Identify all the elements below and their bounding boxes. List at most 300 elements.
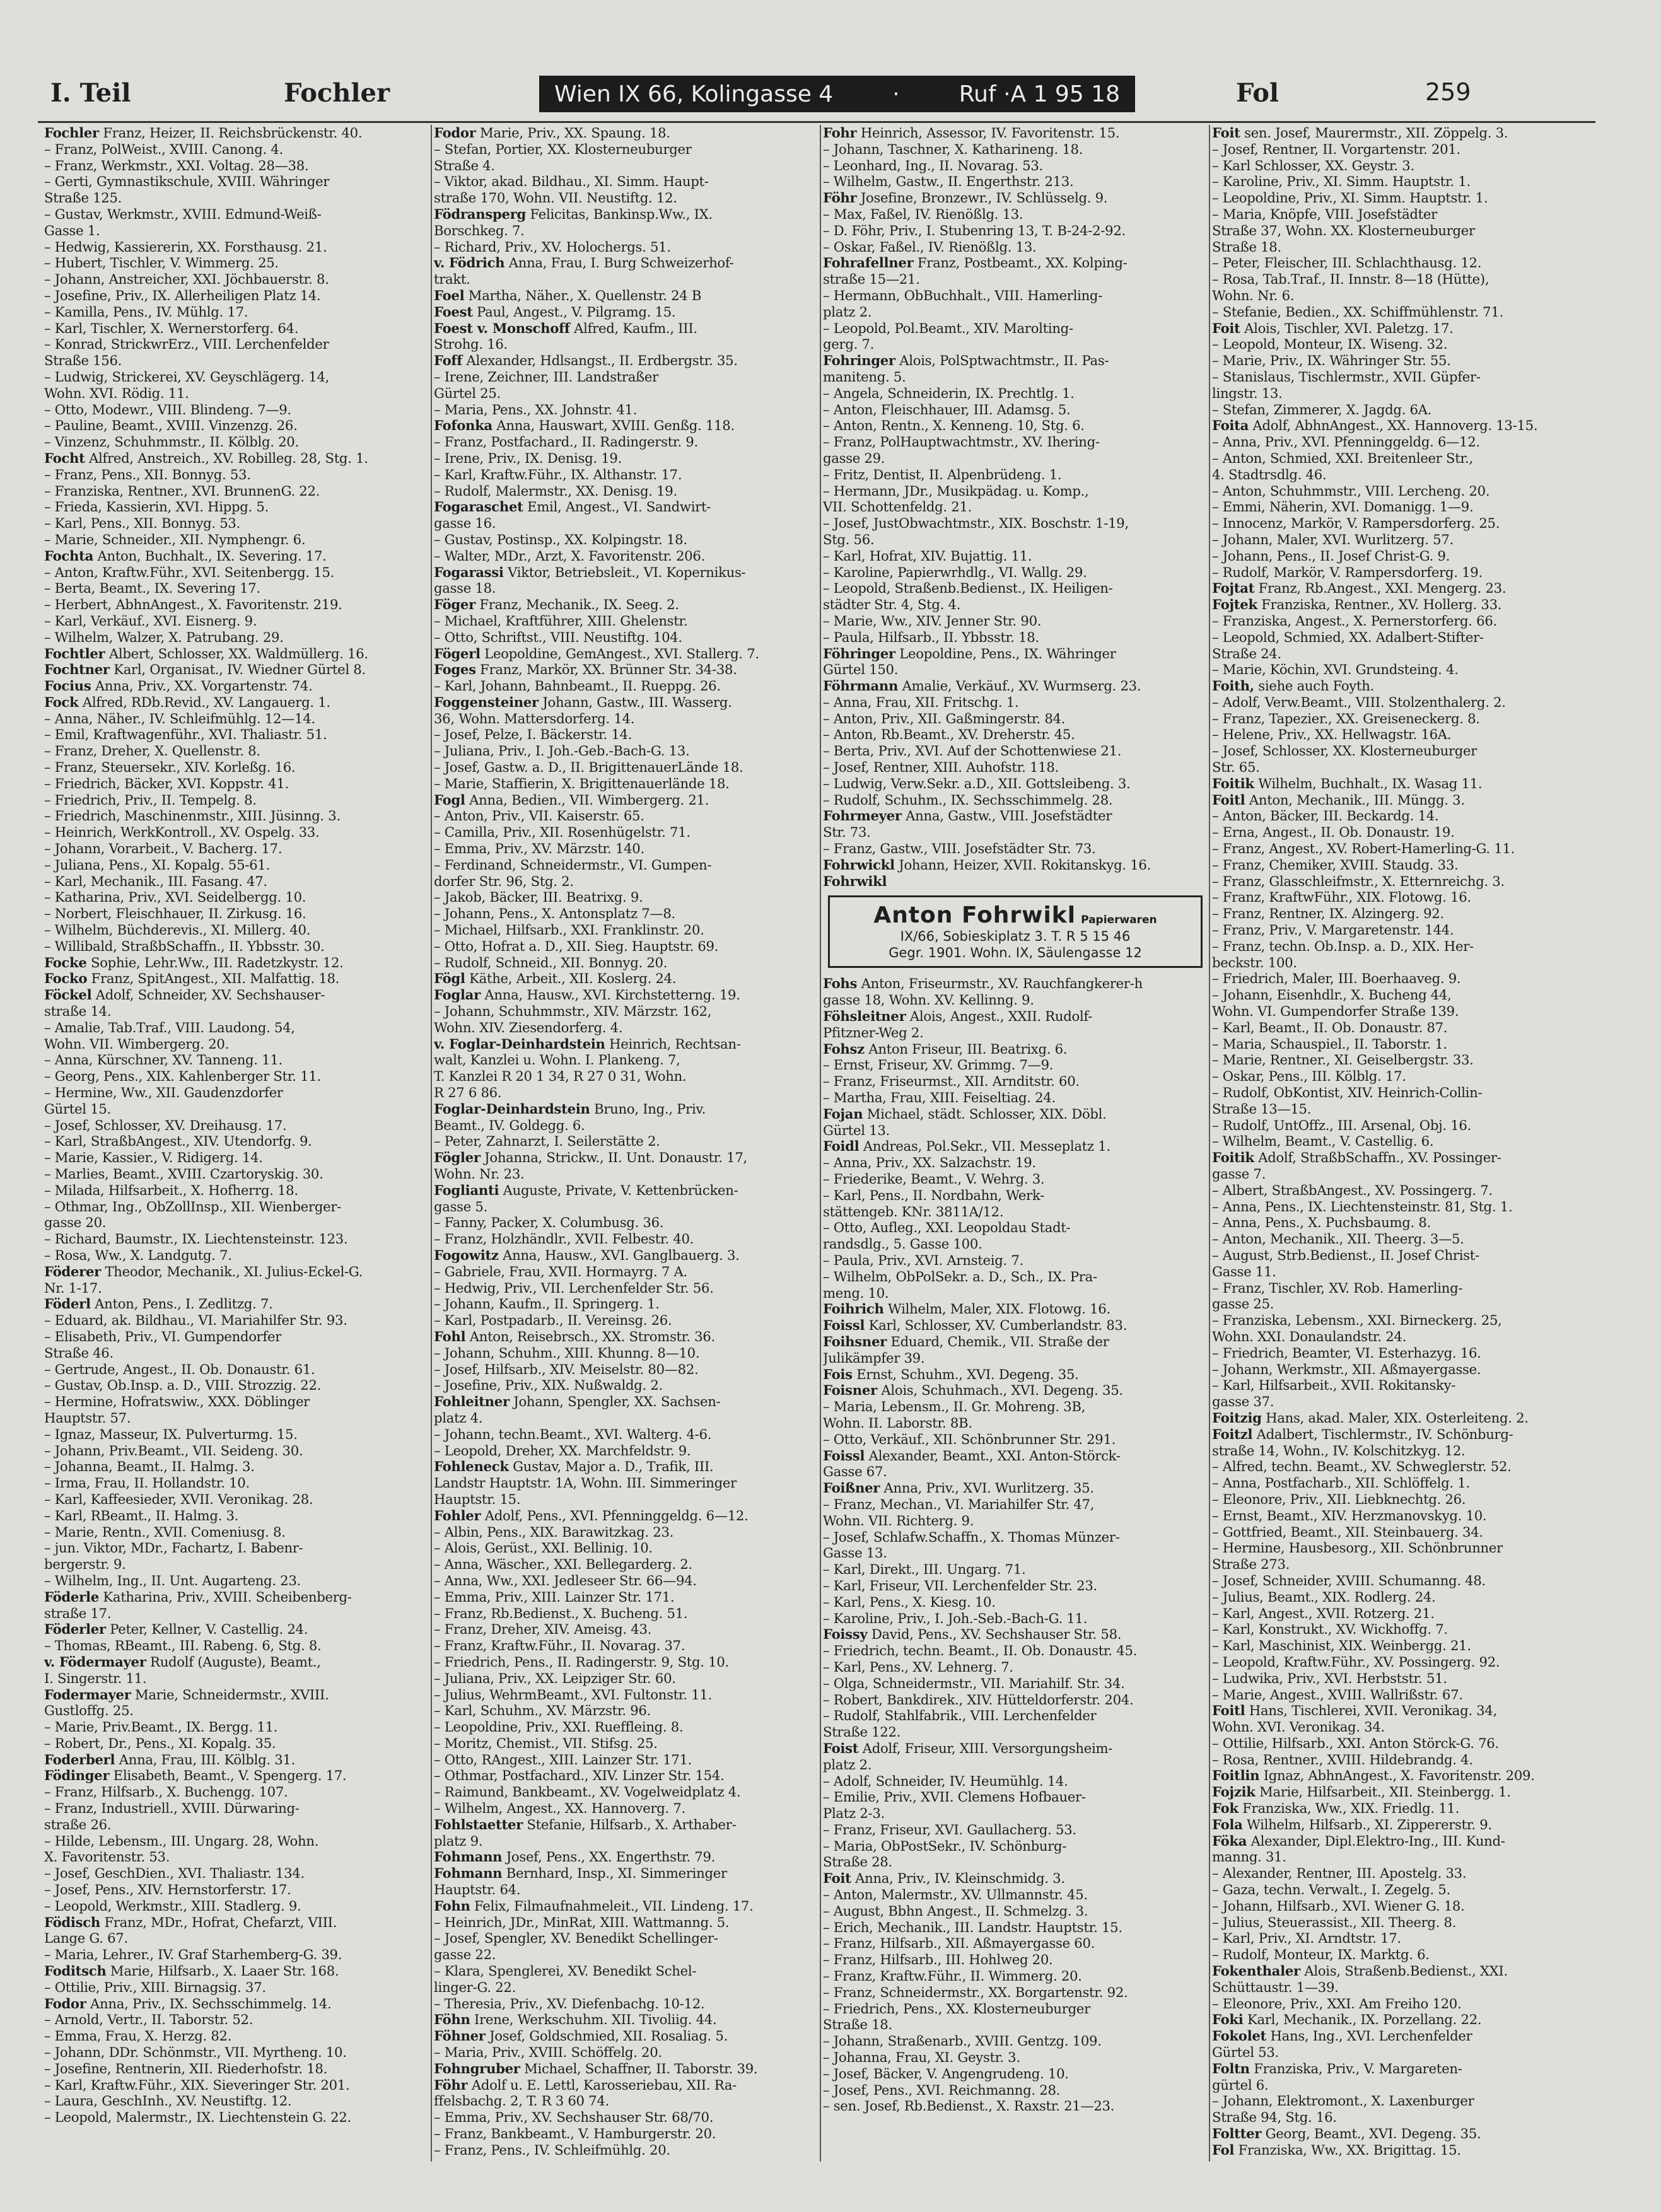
entry-text: – Innocenz, Markör, V. Rampersdorferg. 25. xyxy=(1212,515,1500,532)
directory-entry xyxy=(823,759,1208,776)
entry-surname: Foitl xyxy=(1212,791,1245,808)
entry-text: – Johann, Straßenarb., XVIII. Gentzg. 109. xyxy=(823,2033,1102,2049)
directory-entry xyxy=(44,1280,429,1296)
entry-text: – Rudolf, ObKontist, XIV. Heinrich-Collin- xyxy=(1212,1085,1483,1101)
directory-entry xyxy=(44,1458,429,1475)
directory-entry xyxy=(823,304,1208,320)
directory-entry xyxy=(44,532,429,548)
directory-entry xyxy=(823,271,1208,288)
entry-text: Stg. 56. xyxy=(823,531,875,547)
directory-entry xyxy=(44,711,429,727)
entry-text: – Josefine, Priv., IX. Allerheiligen Platz 14. xyxy=(44,287,321,303)
directory-entry xyxy=(434,1247,819,1264)
directory-entry xyxy=(823,1366,1208,1383)
directory-entry xyxy=(44,1394,429,1410)
directory-entry xyxy=(1212,678,1597,694)
directory-entry xyxy=(434,190,819,206)
directory-entry xyxy=(44,1979,429,1996)
entry-text: Adolf, Friseur, XIII. Versorgungsheim- xyxy=(858,1740,1113,1756)
entry-surname: Fohmann xyxy=(434,1849,503,1865)
entry-text: – Leonhard, Ing., II. Novarag. 53. xyxy=(823,157,1043,173)
entry-text: linger-G. 22. xyxy=(434,1979,516,1995)
directory-entry xyxy=(823,678,1208,694)
directory-entry xyxy=(44,1670,429,1687)
directory-entry xyxy=(823,1822,1208,1838)
entry-text: – Karoline, Papierwrhdlg., VI. Wallg. 29. xyxy=(823,564,1087,580)
entry-surname: Foitik xyxy=(1212,775,1254,791)
directory-entry xyxy=(434,1264,819,1280)
entry-text: – Josef, Pelze, I. Bäckerstr. 14. xyxy=(434,726,632,743)
entry-text: Albert, Schlosser, XX. Waldmüllerg. 16. xyxy=(105,645,368,661)
entry-surname: Föhn xyxy=(434,2011,470,2028)
entry-text: platz 2. xyxy=(823,303,872,320)
entry-text: – Johann, DDr. Schönmstr., VII. Myrtheng. 10. xyxy=(44,2044,347,2061)
entry-text: – Anton, Fleischhauer, III. Adamsg. 5. xyxy=(823,401,1071,417)
entry-text: – Gottfried, Beamt., XII. Steinbauerg. 34. xyxy=(1212,1523,1483,1540)
entry-text: Anna, Priv., XVI. Wurlitzerg. 35. xyxy=(880,1480,1094,1496)
entry-text: – Franz, Kraftw.Führ., II. Wimmerg. 20. xyxy=(823,1968,1082,1984)
entry-text: Adolf, Pens., XVI. Pfenninggeldg. 6—12. xyxy=(481,1507,749,1523)
entry-surname: Foditsch xyxy=(44,1963,107,1979)
directory-entry xyxy=(823,190,1208,206)
directory-entry xyxy=(44,1036,429,1052)
entry-text: – Leopold, Schmied, XX. Adalbert-Stifter- xyxy=(1212,629,1484,645)
directory-entry xyxy=(823,1269,1208,1285)
entry-text: Karl, Mechanik., IX. Porzellang. 22. xyxy=(1243,2011,1482,2028)
entry-text: – Anton, Rb.Beamt., XV. Dreherstr. 45. xyxy=(823,726,1075,743)
entry-text: stättengeb. KNr. 3811A/12. xyxy=(823,1203,1004,1220)
directory-entry xyxy=(44,1703,429,1719)
entry-text: – Angela, Schneiderin, IX. Prechtlg. 1. xyxy=(823,385,1075,401)
directory-entry xyxy=(434,271,819,288)
entry-text: – August, Strb.Bedienst., II. Josef Christ- xyxy=(1212,1247,1479,1263)
entry-text: – Johann, Pens., II. Josef Christ-G. 9. xyxy=(1212,547,1450,564)
entry-text: straße 26. xyxy=(44,1816,112,1832)
entry-text: Adolf, StraßbSchaffn., XV. Possinger- xyxy=(1254,1150,1501,1166)
directory-entry xyxy=(44,1589,429,1605)
entry-text: Theodor, Mechanik., XI. Julius-Eckel-G. xyxy=(101,1263,363,1279)
entry-text: Andreas, Pol.Sekr., VII. Messeplatz 1. xyxy=(859,1138,1110,1155)
entry-text: – Gerti, Gymnastikschule, XVIII. Währinger xyxy=(44,173,330,190)
entry-text: – Wilhelm, Angest., XX. Hannoverg. 7. xyxy=(434,1800,686,1817)
page-header xyxy=(38,69,1595,119)
entry-text: – Viktor, akad. Bildhau., XI. Simm. Haupt- xyxy=(434,173,709,190)
directory-entry xyxy=(823,1448,1208,1464)
directory-entry xyxy=(44,255,429,271)
entry-surname: Focius xyxy=(44,678,91,694)
directory-entry xyxy=(823,1464,1208,1480)
directory-entry xyxy=(1212,2109,1597,2126)
entry-surname: Fohl xyxy=(434,1328,466,1344)
directory-entry xyxy=(1212,1963,1597,1979)
directory-entry xyxy=(44,1247,429,1264)
directory-entry xyxy=(1212,711,1597,727)
entry-surname: Foita xyxy=(1212,417,1249,434)
entry-text: Heinrich, Rechtsan- xyxy=(605,1035,741,1052)
entry-text: – Milada, Hilfsarbeit., X. Hofherrg. 18. xyxy=(44,1182,298,1198)
entry-text: platz 2. xyxy=(823,1756,872,1773)
entry-text: – Marie, Rentn., XVII. Comeniusg. 8. xyxy=(44,1523,286,1540)
entry-text: – Ottilie, Hilfsarb., XXI. Anton Störck-G. 76. xyxy=(1212,1735,1499,1751)
directory-entry xyxy=(44,1296,429,1312)
entry-text: – Alfred, techn. Beamt., XV. Schweglerstr. 52. xyxy=(1212,1458,1512,1475)
entry-text: Alfred, Anstreich., XV. Robilleg. 28, Stg. 1. xyxy=(85,450,368,466)
entry-text: – Hermine, Hausbesorg., XII. Schönbrunner xyxy=(1212,1540,1503,1556)
entry-text: – Johann, Pens., X. Antonsplatz 7—8. xyxy=(434,905,675,922)
entry-text: – Friedrich, Priv., II. Tempelg. 8. xyxy=(44,791,257,808)
directory-entry xyxy=(434,938,819,955)
directory-entry xyxy=(434,223,819,239)
directory-entry xyxy=(1212,1296,1597,1312)
directory-entry xyxy=(434,1914,819,1931)
directory-entry xyxy=(434,743,819,759)
entry-text: Ernst, Schuhm., XVI. Degeng. 35. xyxy=(852,1366,1079,1382)
entry-text: – Emma, Priv., XV. Sechshauser Str. 68/70. xyxy=(434,2109,714,2126)
entry-text: platz 4. xyxy=(434,1409,483,1426)
left-keyword: Fochler xyxy=(284,78,390,108)
directory-entry xyxy=(44,239,429,255)
entry-text: – Hermine, Ww., XII. Gaudenzdorfer xyxy=(44,1085,283,1101)
directory-entry xyxy=(44,987,429,1003)
directory-entry xyxy=(823,1610,1208,1627)
directory-entry xyxy=(44,873,429,890)
directory-entry xyxy=(1212,402,1597,418)
directory-entry xyxy=(434,1752,819,1768)
entry-text: – Marie, Rentner., XI. Geiselbergstr. 33. xyxy=(1212,1052,1474,1068)
entry-text: – Johann, Werkmstr., XII. Aßmayergasse. xyxy=(1212,1361,1481,1377)
entry-text: – Johann, techn.Beamt., XVI. Walterg. 4-6. xyxy=(434,1426,712,1442)
entry-text: – Heinrich, WerkKontroll., XV. Ospelg. 33. xyxy=(44,824,320,841)
entry-text: Borschkeg. 7. xyxy=(434,222,525,238)
entry-text: Gasse 67. xyxy=(823,1464,887,1480)
directory-entry xyxy=(44,1947,429,1963)
entry-text: Anna, Hausw., XVI. Ganglbauerg. 3. xyxy=(498,1247,740,1263)
entry-text: – Michael, Hilfsarb., XXI. Franklinstr. 20. xyxy=(434,922,704,938)
entry-text: 4. Stadtrsdlg. 46. xyxy=(1212,466,1327,482)
entry-text: – Rosa, Tab.Traf., II. Innstr. 8—18 (Hütte), xyxy=(1212,271,1489,288)
entry-text: – Marlies, Beamt., XVIII. Czartoryskig. 30. xyxy=(44,1166,323,1182)
entry-text: – Karl, Direkt., III. Ungarg. 71. xyxy=(823,1561,1026,1578)
directory-entry xyxy=(434,580,819,597)
directory-entry xyxy=(823,223,1208,239)
entry-text: – Ernst, Friseur, XV. Grimmg. 7—9. xyxy=(823,1057,1054,1073)
entry-text: Straße 125. xyxy=(44,190,122,206)
entry-text: Hauptstr. 64. xyxy=(434,1882,521,1898)
directory-entry xyxy=(823,1350,1208,1366)
directory-entry xyxy=(1212,661,1597,678)
directory-entry xyxy=(1212,597,1597,613)
entry-text: – Karl, Hofrat, XIV. Bujattig. 11. xyxy=(823,547,1032,564)
directory-entry xyxy=(823,1773,1208,1790)
entry-surname: Fochta xyxy=(44,547,94,564)
entry-text: – Michael, Kraftführer, XIII. Ghelenstr. xyxy=(434,612,688,629)
directory-entry xyxy=(1212,255,1597,271)
entry-text: – Franz, Hilfsarb., III. Hohlweg 20. xyxy=(823,1952,1053,1968)
entry-text: – Friederike, Beamt., V. Wehrg. 3. xyxy=(823,1171,1045,1187)
directory-entry xyxy=(1212,532,1597,548)
entry-text: – Pauline, Beamt., XVIII. Vinzenzg. 26. xyxy=(44,417,298,434)
directory-entry xyxy=(823,2066,1208,2082)
entry-text: – jun. Viktor, MDr., Fachartz, I. Babenr- xyxy=(44,1540,303,1556)
entry-text: – Franz, Hilfsarb., X. Buchengg. 107. xyxy=(44,1784,288,1800)
directory-entry xyxy=(823,515,1208,532)
directory-entry xyxy=(823,1480,1208,1496)
directory-entry xyxy=(44,629,429,646)
directory-entry xyxy=(1212,2028,1597,2044)
directory-entry xyxy=(44,417,429,434)
entry-text: – Franz, Dreher, X. Quellenstr. 8. xyxy=(44,743,260,759)
directory-entry xyxy=(434,1524,819,1540)
entry-text: Wilhelm, Buchhalt., IX. Wasag 11. xyxy=(1254,775,1483,791)
entry-text: – Leopold, Pol.Beamt., XIV. Marolting- xyxy=(823,320,1073,336)
entry-text: X. Favoritenstr. 53. xyxy=(44,1849,170,1865)
entry-surname: Föhr xyxy=(434,2076,468,2093)
directory-entry xyxy=(823,1692,1208,1708)
directory-entry xyxy=(823,467,1208,483)
directory-entry xyxy=(44,857,429,873)
directory-entry xyxy=(44,1085,429,1101)
entry-text: – Leopold, Kraftw.Führ., XV. Possingerg. 92. xyxy=(1212,1653,1500,1670)
entry-text: Wilhelm, Hilfsarb., XI. Zippererstr. 9. xyxy=(1242,1816,1492,1832)
entry-text: – Emmi, Näherin, XVI. Domanigg. 1—9. xyxy=(1212,499,1474,515)
entry-text: – Friedrich, Pens., II. Radingerstr. 9, Stg. 10. xyxy=(434,1653,729,1670)
entry-text: Käthe, Arbeit., XII. Koslerg. 24. xyxy=(465,970,677,987)
directory-entry xyxy=(44,955,429,971)
entry-text: – Johann, Maler, XVI. Wurlitzerg. 57. xyxy=(1212,531,1454,547)
entry-surname: Focht xyxy=(44,450,85,466)
directory-entry xyxy=(44,369,429,385)
directory-entry xyxy=(44,1817,429,1833)
directory-entry xyxy=(1212,938,1597,955)
entry-text: Gustloffg. 25. xyxy=(44,1703,134,1719)
directory-entry xyxy=(1212,1979,1597,1996)
directory-entry xyxy=(434,450,819,467)
directory-entry xyxy=(1212,726,1597,743)
entry-surname: Fodor xyxy=(434,125,476,141)
directory-entry xyxy=(44,548,429,564)
directory-entry xyxy=(1212,1767,1597,1784)
directory-entry xyxy=(823,206,1208,223)
entry-surname: Foit xyxy=(1212,125,1240,141)
directory-entry xyxy=(44,190,429,206)
entry-text: Adalbert, Tischlermstr., IV. Schönburg- xyxy=(1252,1426,1513,1442)
banner-address: Wien IX 66, Kolingasse 4 xyxy=(554,81,834,107)
entry-text: gasse 7. xyxy=(1212,1166,1266,1182)
entry-text: Adolf u. E. Lettl, Karosseriebau, XII. Ra- xyxy=(467,2076,737,2093)
entry-surname: Foißner xyxy=(823,1480,880,1496)
entry-text: gasse 16. xyxy=(434,515,496,532)
directory-entry xyxy=(434,1475,819,1491)
directory-entry xyxy=(823,1854,1208,1870)
entry-text: gürtel 6. xyxy=(1212,2076,1269,2093)
directory-entry xyxy=(823,1659,1208,1675)
directory-entry xyxy=(823,434,1208,450)
entry-text: – Franz, PolHauptwachtmstr., XV. Ihering- xyxy=(823,434,1100,450)
directory-entry xyxy=(434,1767,819,1784)
entry-text: – Erna, Angest., II. Ob. Donaustr. 19. xyxy=(1212,824,1455,841)
entry-text: ffelsbachg. 2, T. R 3 60 74. xyxy=(434,2093,609,2109)
entry-surname: Fochtler xyxy=(44,645,105,661)
directory-entry xyxy=(1212,385,1597,402)
directory-entry xyxy=(44,661,429,678)
entry-text: Leopoldine, Pens., IX. Währinger xyxy=(895,645,1116,661)
entry-text: straße 15—21. xyxy=(823,271,920,288)
entry-text: R 27 6 86. xyxy=(434,1085,502,1101)
directory-entry xyxy=(434,1458,819,1475)
directory-entry xyxy=(823,1513,1208,1529)
entry-text: – Gustav, Werkmstr., XVIII. Edmund-Weiß- xyxy=(44,206,322,222)
directory-entry xyxy=(434,711,819,727)
entry-text: – Marie, Schneider., XII. Nymphengr. 6. xyxy=(44,531,306,547)
entry-text: – Wilhelm, Gastw., II. Engerthstr. 213. xyxy=(823,173,1074,190)
directory-entry xyxy=(1212,1426,1597,1443)
directory-entry xyxy=(434,1508,819,1524)
directory-entry xyxy=(1212,1996,1597,2012)
entry-surname: Fohrwickl xyxy=(823,856,895,873)
entry-text: – Karl, Tischler, X. Wernerstorferg. 64. xyxy=(44,320,299,336)
directory-entry xyxy=(823,873,1208,890)
directory-entry xyxy=(823,1285,1208,1301)
entry-text: – Anton, Malermstr., XV. Ullmannstr. 45. xyxy=(823,1887,1088,1903)
directory-entry xyxy=(1212,646,1597,662)
entry-text: – Franz, Hilfsarb., XII. Aßmayergasse 60. xyxy=(823,1935,1095,1952)
directory-entry xyxy=(44,1475,429,1491)
entry-text: – Albin, Pens., XIX. Barawitzkag. 23. xyxy=(434,1523,674,1540)
directory-entry xyxy=(823,1643,1208,1659)
directory-entry xyxy=(44,1312,429,1329)
directory-entry xyxy=(434,1573,819,1589)
entry-text: – Karl, Priv., XI. Arndtstr. 17. xyxy=(1212,1930,1401,1947)
directory-entry xyxy=(823,841,1208,857)
entry-text: – D. Föhr, Priv., I. Stubenring 13, T. B-24-2-92. xyxy=(823,222,1126,238)
entry-text: – Fanny, Packer, X. Columbusg. 36. xyxy=(434,1214,664,1231)
directory-entry xyxy=(434,1020,819,1036)
entry-text: Alois, Tischler, XVI. Paletzg. 17. xyxy=(1240,320,1454,336)
directory-entry xyxy=(1212,369,1597,385)
entry-text: – Karl, Mechanik., III. Fasang. 47. xyxy=(44,873,267,889)
entry-text: – Anton, Kraftw.Führ., XVI. Seitenbergg. 15. xyxy=(44,564,335,580)
directory-entry xyxy=(44,922,429,938)
directory-entry xyxy=(823,255,1208,271)
entry-text: Franz, Rb.Angest., XXI. Mengerg. 23. xyxy=(1254,580,1507,597)
directory-entry xyxy=(823,1935,1208,1952)
entry-text: 36, Wohn. Mattersdorferg. 14. xyxy=(434,710,635,726)
entry-text: Hans, Tischlerei, XVII. Veronikag. 34, xyxy=(1245,1703,1498,1719)
directory-entry xyxy=(823,1073,1208,1090)
directory-entry xyxy=(44,1752,429,1768)
entry-surname: Fohr xyxy=(823,125,857,141)
directory-entry xyxy=(434,1687,819,1703)
entry-text: Sophie, Lehr.Ww., III. Radetzkystr. 12. xyxy=(86,954,344,970)
entry-text: – Camilla, Priv., XII. Rosenhügelstr. 71. xyxy=(434,824,691,841)
directory-entry xyxy=(434,385,819,402)
directory-entry xyxy=(823,1334,1208,1350)
directory-entry xyxy=(823,1626,1208,1643)
directory-entry xyxy=(1212,2142,1597,2158)
entry-text: sen. Josef, Maurermstr., XII. Zöppelg. 3. xyxy=(1240,125,1508,141)
entry-text: – Josef, Pens., XVI. Reichmanng. 28. xyxy=(823,2081,1061,2098)
directory-entry xyxy=(823,385,1208,402)
entry-surname: Fohringer xyxy=(823,352,895,369)
column-divider xyxy=(1209,125,1210,2162)
entry-text: – Anton, Priv., XII. Gaßmingerstr. 84. xyxy=(823,710,1066,726)
entry-text: – Thomas, RBeamt., III. Rabeng. 6, Stg. 8. xyxy=(44,1638,322,1654)
entry-text: Straße 4. xyxy=(434,157,495,173)
entry-text: – Vinzenz, Schuhmmstr., II. Kölblg. 20. xyxy=(44,434,299,450)
directory-entry xyxy=(1212,1020,1597,1036)
directory-entry xyxy=(1212,1556,1597,1573)
directory-entry xyxy=(823,1675,1208,1692)
directory-entry xyxy=(44,141,429,158)
directory-entry xyxy=(823,1138,1208,1155)
directory-entry xyxy=(434,1898,819,1914)
directory-entry xyxy=(1212,1670,1597,1687)
directory-entry xyxy=(1212,970,1597,987)
entry-text: – Rudolf, UntOffz., III. Arsenal, Obj. 16. xyxy=(1212,1117,1472,1133)
entry-text: – Josef, Rentner, XIII. Auhofstr. 118. xyxy=(823,759,1059,776)
entry-text: – Johanna, Beamt., II. Halmg. 3. xyxy=(44,1458,255,1475)
entry-text: Franz, SpitAngest., XII. Malfattig. 18. xyxy=(87,970,340,987)
entry-text: Anna, Frau, I. Burg Schweizerhof- xyxy=(504,255,734,271)
directory-entry xyxy=(434,1182,819,1199)
entry-text: – Karl, Postpadarb., II. Vereinsg. 26. xyxy=(434,1312,672,1329)
entry-text: Franziska, Rentner., XV. Hollerg. 33. xyxy=(1257,597,1502,613)
directory-entry xyxy=(434,2077,819,2093)
directory-entry xyxy=(1212,1947,1597,1963)
directory-entry xyxy=(44,288,429,304)
entry-text: gasse 29. xyxy=(823,450,885,466)
directory-entry xyxy=(44,1849,429,1865)
column-divider xyxy=(820,125,821,2162)
directory-entry xyxy=(434,288,819,304)
directory-entry xyxy=(434,1556,819,1573)
entry-surname: Foglar-Deinhardstein xyxy=(434,1100,590,1117)
directory-entry xyxy=(434,173,819,190)
directory-entry xyxy=(434,1394,819,1410)
entry-text: – Franz, Werkmstr., XXI. Voltag. 28—38. xyxy=(44,157,309,173)
entry-text: – Karl, Pens., XV. Lehnerg. 7. xyxy=(823,1658,1013,1675)
entry-text: – Willibald, StraßbSchaffn., II. Ybbsstr. 30. xyxy=(44,938,325,954)
directory-entry xyxy=(823,646,1208,662)
directory-entry xyxy=(1212,759,1597,776)
directory-entry xyxy=(44,1150,429,1166)
entry-text: – Josef, Hilfsarb., XIV. Meiselstr. 80—82. xyxy=(434,1361,699,1377)
entry-text: – Robert, Bankdirek., XIV. Hütteldorferstr. 204. xyxy=(823,1691,1134,1708)
entry-text: – Karl, StraßbAngest., XIV. Utendorfg. 9. xyxy=(44,1133,312,1150)
directory-entry xyxy=(44,2109,429,2126)
entry-text: Wohn. Nr. 23. xyxy=(434,1166,525,1182)
directory-entry xyxy=(1212,580,1597,597)
directory-entry xyxy=(823,1057,1208,1073)
entry-text: lingstr. 13. xyxy=(1212,385,1283,401)
entry-text: – Irene, Zeichner, III. Landstraßer xyxy=(434,368,658,385)
directory-entry xyxy=(823,1155,1208,1171)
entry-surname: Fol xyxy=(1212,2141,1235,2158)
directory-entry xyxy=(434,532,819,548)
entry-text: Straße 273. xyxy=(1212,1556,1290,1573)
directory-entry xyxy=(1212,841,1597,857)
entry-text: – Karl, Friseur, VII. Lerchenfelder Str. 23. xyxy=(823,1577,1097,1593)
directory-entry xyxy=(434,1280,819,1296)
entry-text: – Ignaz, Masseur, IX. Pulverturmg. 15. xyxy=(44,1426,298,1442)
directory-entry xyxy=(823,499,1208,515)
entry-text: VII. Schottenfeldg. 21. xyxy=(823,499,972,515)
directory-entry xyxy=(44,1621,429,1638)
directory-entry xyxy=(44,1410,429,1426)
entry-surname: Fohs xyxy=(823,975,858,992)
directory-entry xyxy=(44,1898,429,1914)
directory-entry xyxy=(44,970,429,987)
